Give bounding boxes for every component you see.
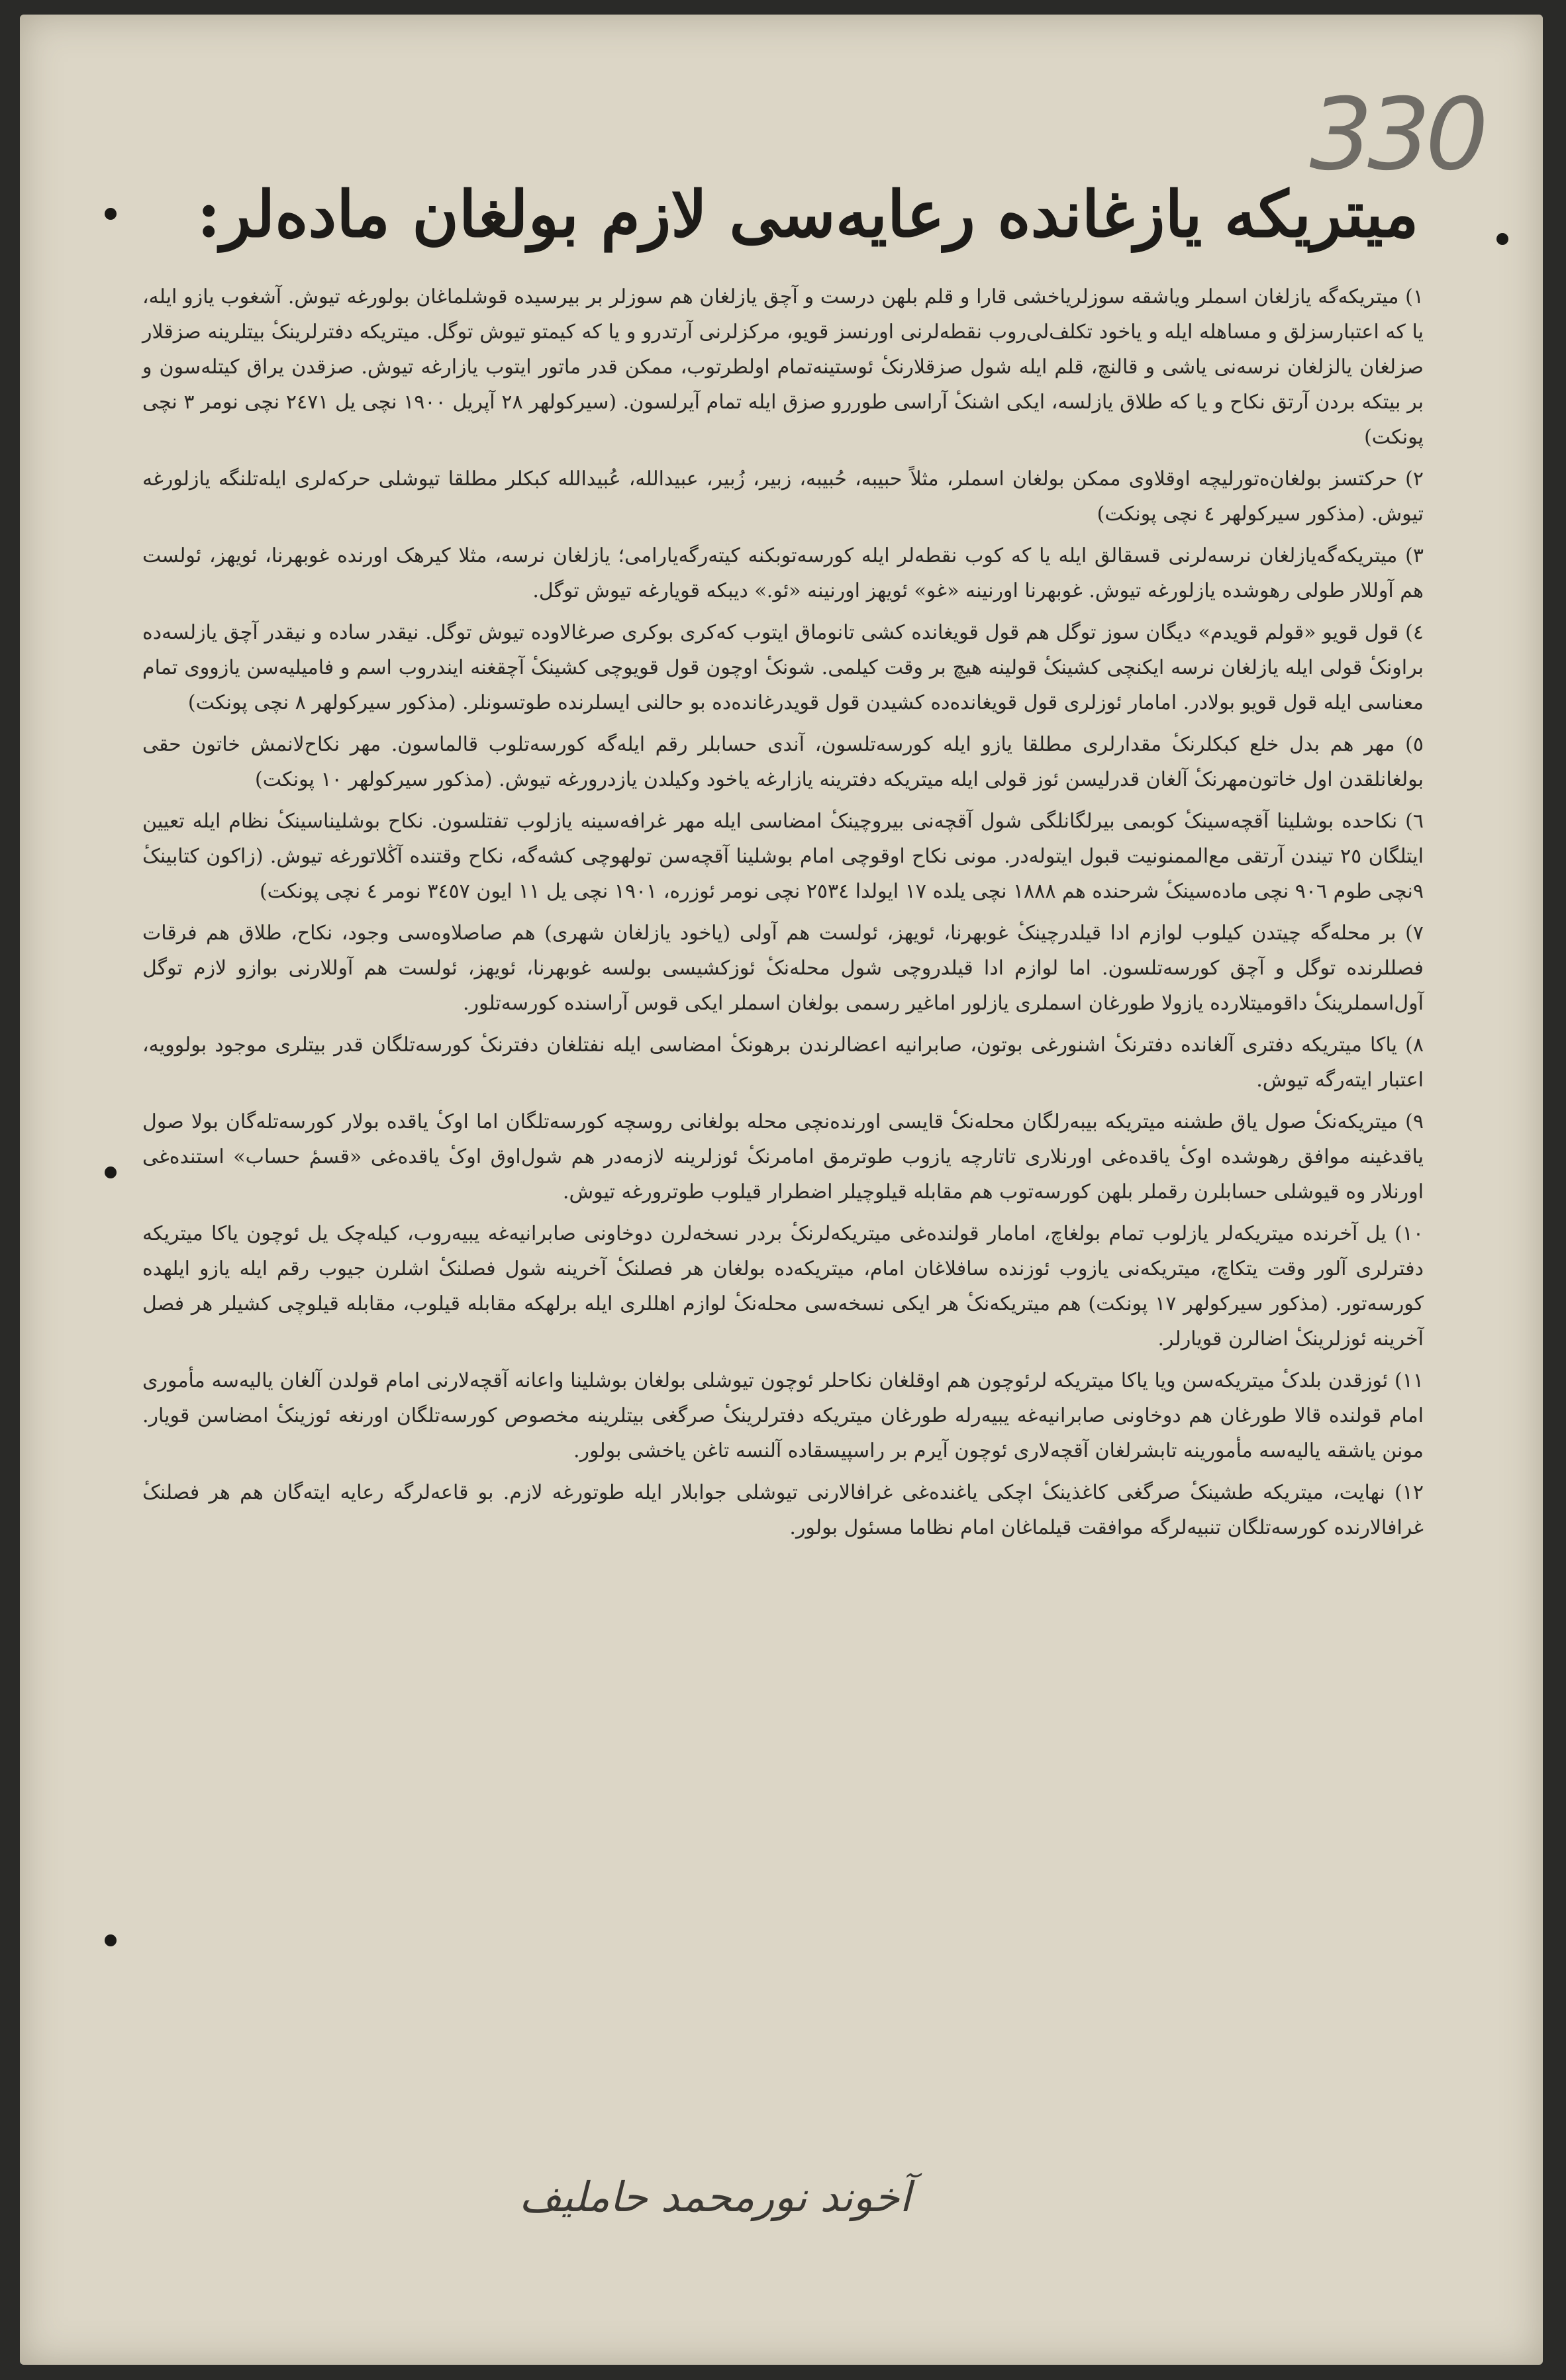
document-page <box>20 15 1543 2365</box>
punch-hole-mark <box>105 1934 117 1946</box>
rule-paragraph-3: ٣) میتریکه‌گه‌یازلغان نرسه‌لرنی قسقالق ایله یا که کوب نقطه‌لر ایله کورسه‌توبکنه کیته‌رگه‌یارامی؛ یازلغان نرسه، مثلا کیرهک اورنده غوبهرنا، ئویهز، ئولست هم آوللار طولی رهوشده یازلورغه تیوش. غوبهرنا اورنینه «غو» ئویهز اورنینه «ئو.» دیبکه قویارغه تیوش توگل. <box>142 544 1424 602</box>
rule-paragraph-4: ٤) قول قویو «قولم قویدم» دیگان سوز توگل هم قول قویغانده کشی تانوماق ایتوب که‌کری بوکری صرغالاوده تیوش توگل. نیقدر ساده و نیقدر آچق یازلسه‌ده براونکٔ قولی ایله یازلغان نرسه ایکنچی کشینکٔ قولینه هیچ بر وقت کیلمی. شونکٔ اوچون قول قویوچی کشینکٔ آچقغنه ایندروب اسم و فامیلیه‌سن یازووی تمام معناسی ایله قول قویو بولادر. امامار ئوزلری قول قویغانده‌ده کشیدن قول قویدرغانده‌ده بو حالنی ایسلرنده طوتسونلر. (مذکور سیرکولهر ٨ نچی پونکت) <box>142 621 1424 714</box>
rule-paragraph-2: ٢) حرکتسز بولغان‌ه‌تورلیچه اوقلاوی ممکن بولغان اسملر، مثلاً حبیبه، حُبیبه، زبیر، زُبیر، عبیدالله، عُبیدالله کبکلر مطلقا تیوشلی حرکه‌لری ایله‌تلنگه یازلورغه تیوش. (مذکور سیرکولهر ٤ نچی پونکت) <box>142 467 1424 526</box>
punch-hole-mark <box>105 208 117 220</box>
rule-paragraph-11: ١١) ئوزقدن بلدکٔ میتریکه‌سن ویا یاکا میتریکه لرئوچون هم اوقلغان نکاحلر ئوچون تیوشلی بولغان بوشلینا واعانه آقچه‌لارنی امام قولدن آلغان یالیه‌سه مأموری امام قولنده قالا طورغان هم دوخاونی صابرانیه‌غه یبیه‌رله طورغان میتریکه دفترلرینکٔ صرگغی بیتلرینه مخصوص کورسه‌تلگان اورنغه ئوزینکٔ امضاسن قویار. مونن یاشقه یالیه‌سه مأمورینه تابشرلغان آقچه‌لاری ئوچون آیرم بر راسپیسقاده آلنسه تاغن یاخشی بولور. <box>142 1369 1424 1462</box>
rule-paragraph-8: ٨) یاکا میتریکه دفتری آلغانده دفترنکٔ اشنورغی بوتون، صابرانیه اعضالرندن برهونکٔ امضاسی ایله نفتلغان دفترنکٔ کورسه‌تلگان قدر بیتلری موجود بولوویه، اعتبار ایته‌رگه تیوش. <box>142 1033 1424 1092</box>
folio-number: 330 <box>1309 77 1483 193</box>
document-body <box>142 279 1424 1552</box>
rule-paragraph-9: ٩) میتریکه‌نکٔ صول یاق طشنه میتریکه بیبه‌رلگان محله‌نکٔ قایسی اورنده‌نچی محله بولغانی روسچه کورسه‌تلگان اما اوکٔ یاقده بولار کورسه‌تله‌گان بولا صول یاقدغینه موافق رهوشده اوکٔ یاقده‌غی اورنلاری تاتارچه یازوب طوترمق امامرنکٔ ئوزلرینه لازمه‌در هم شول‌اوق اوکٔ یاقده‌غی «قسمٔ حساب» استنده‌غی اورنلار وه قیوشلی حسابلرن رقملر بلهن کورسه‌توب هم مقابله قیلوچیلر اضطرار قیلوب طوترورغه تیوش. <box>142 1110 1424 1204</box>
punch-hole-mark <box>105 1166 117 1178</box>
signature: آخوند نورمحمد حاملیف <box>519 2173 911 2221</box>
rule-paragraph-5: ٥) مهر هم بدل خلع کبکلرنکٔ مقدارلری مطلقا یازو ایله کورسه‌تلسون، آندی حسابلر رقم ایله‌گه کورسه‌تلوب قالماسون. مهر نکاح‌لانمش خاتون حقی بولغانلقدن اول خاتون‌مهرنکٔ آلغان قدرلیسن ئوز قولی ایله میتریکه دفترینه یازارغه یاخود وکیلدن یازدرورغه تیوش. (مذکور سیرکولهر ١٠ پونکت) <box>142 733 1424 791</box>
punch-hole-mark <box>1496 233 1508 245</box>
page-title: میتریکه یازغانده رعایه‌سی لازم بولغان ماده‌لر: <box>197 177 1419 252</box>
rule-paragraph-7: ٧) بر محله‌گه چیتدن کیلوب لوازم ادا قیلدرچینکٔ غوبهرنا، ئویهز، ئولست هم آولی (یاخود یازلغان شهری) هم صاصلاوه‌سی وجود، نکاح، طلاق هم فرقات فصللرنده توگل و آچق کورسه‌تلسون. اما لوازم ادا قیلدروچی شول محله‌نکٔ ئوزکشیسی بولسه غوبهرنا، ئویهز، ئولست هم آوللارنی بوازو لازم توگل آول‌اسملرینکٔ داقومیتلارده یازولا طورغان اسملری یازلور اماغیر رسمی بولغان اسملر ایکی قوس آراسنده کورسه‌تلور. <box>142 922 1424 1015</box>
rule-paragraph-1: ١) میتریکه‌گه یازلغان اسملر ویاشقه سوزلریاخشی قارا و قلم بلهن درست و آچق یازلغان هم سوزلر بر بیرسیده قوشلماغان بولورغه تیوش. آشغوب یازو ایله، یا که اعتبارسزلق و مساهله ایله و یاخود تکلف‌لی‌روب نقطه‌لرنی اورنسز قویو، مرکزلرنی آرتدرو و یا که کیمتو تیوش توگل. میتریکه دفترلرینکٔ بیتلرینه صزقلار صزلغان یالزلغان نرسه‌نی یاشی و قالنچ، قلم ایله شول صزقلارنکٔ ئوستینه‌تمام اولطرتوب، ممکن قدر ماتور ایتوب یازارغه تیوش. صزقدن یراق کیتله‌سون و بر بیتکه بردن آرتق نکاح و یا که طلاق یازلسه، ایکی اشنکٔ آراسی طوررو صزق ایله تمام آیرلسون. (سیرکولهر ٢٨ آپریل ١٩٠٠ نچی یل ٢٤٧١ نچی نومر ٣ نچی پونکت) <box>142 285 1424 449</box>
rule-paragraph-6: ٦) نکاحده بوشلینا آقچه‌سینکٔ کوبمی بیرلگانلگی شول آقچه‌نی بیروچینکٔ امضاسی ایله مهر غرافه‌سینه یازلوب تفتلسون. نکاح بوشلیناسینکٔ نظام ایله تعیین ایتلگان ٢٥ تیندن آرتقی مع‌الممنونیت قبول ایتوله‌در. مونی نکاح اوقوچی امام بوشلینا آقچه‌سن تولهوچی کشه‌گه، نکاح وقتنده آڭلاتورغه تیوش. (زاکون کتابینکٔ ٩نچی طوم ٩٠٦ نچی ماده‌سینکٔ شرحنده هم ١٨٨٨ نچی یلده ١٧ ایولدا ٢٥٣٤ نچی نومر ئوزره، ١٩٠١ نچی یل ١١ ایون ٣٤٥٧ نومر ٤ نچی پونکت) <box>142 810 1424 903</box>
rule-paragraph-10: ١٠) یل آخرنده میتریکه‌لر یازلوب تمام بولغاچ، امامار قولنده‌غی میتریکه‌لرنکٔ بردر نسخه‌لرن دوخاونی صابرانیه‌غه یبیه‌روب، کیله‌چک یل ئوچون یاکا میتریکه دفترلری آلور وقت یتکاچ، میتریکه‌نی یازوب ئوزنده سافلاغان امام، میتریکه‌ده بولغان هر فصلنکٔ آخرینه شول فصلنکٔ اشلرن جیوب رقم ایله یازو ایلهده کورسه‌تور. (مذکور سیرکولهر ١٧ پونکت) هم میتریکه‌نکٔ هر ایکی نسخه‌سی محله‌نکٔ لوازم اهللری ایله برلهکه مقابله قیلوب، مقابله قیلوچی کشیلر هر فصل آخرینه ئوزلرینکٔ اضالرن قویارلر. <box>142 1222 1424 1351</box>
rule-paragraph-12: ١٢) نهایت، میتریکه طشینکٔ صرگغی کاغذینکٔ اچکی یاغنده‌غی غرافالارنی تیوشلی جوابلار ایله طوتورغه لازم. بو قاعه‌لرگه رعایه ایته‌گان هم هر فصلنکٔ غرافالارنده کورسه‌تلگان تنبیه‌لرگه موافقت قیلماغان امام نظاما مسئول بولور. <box>142 1481 1424 1539</box>
